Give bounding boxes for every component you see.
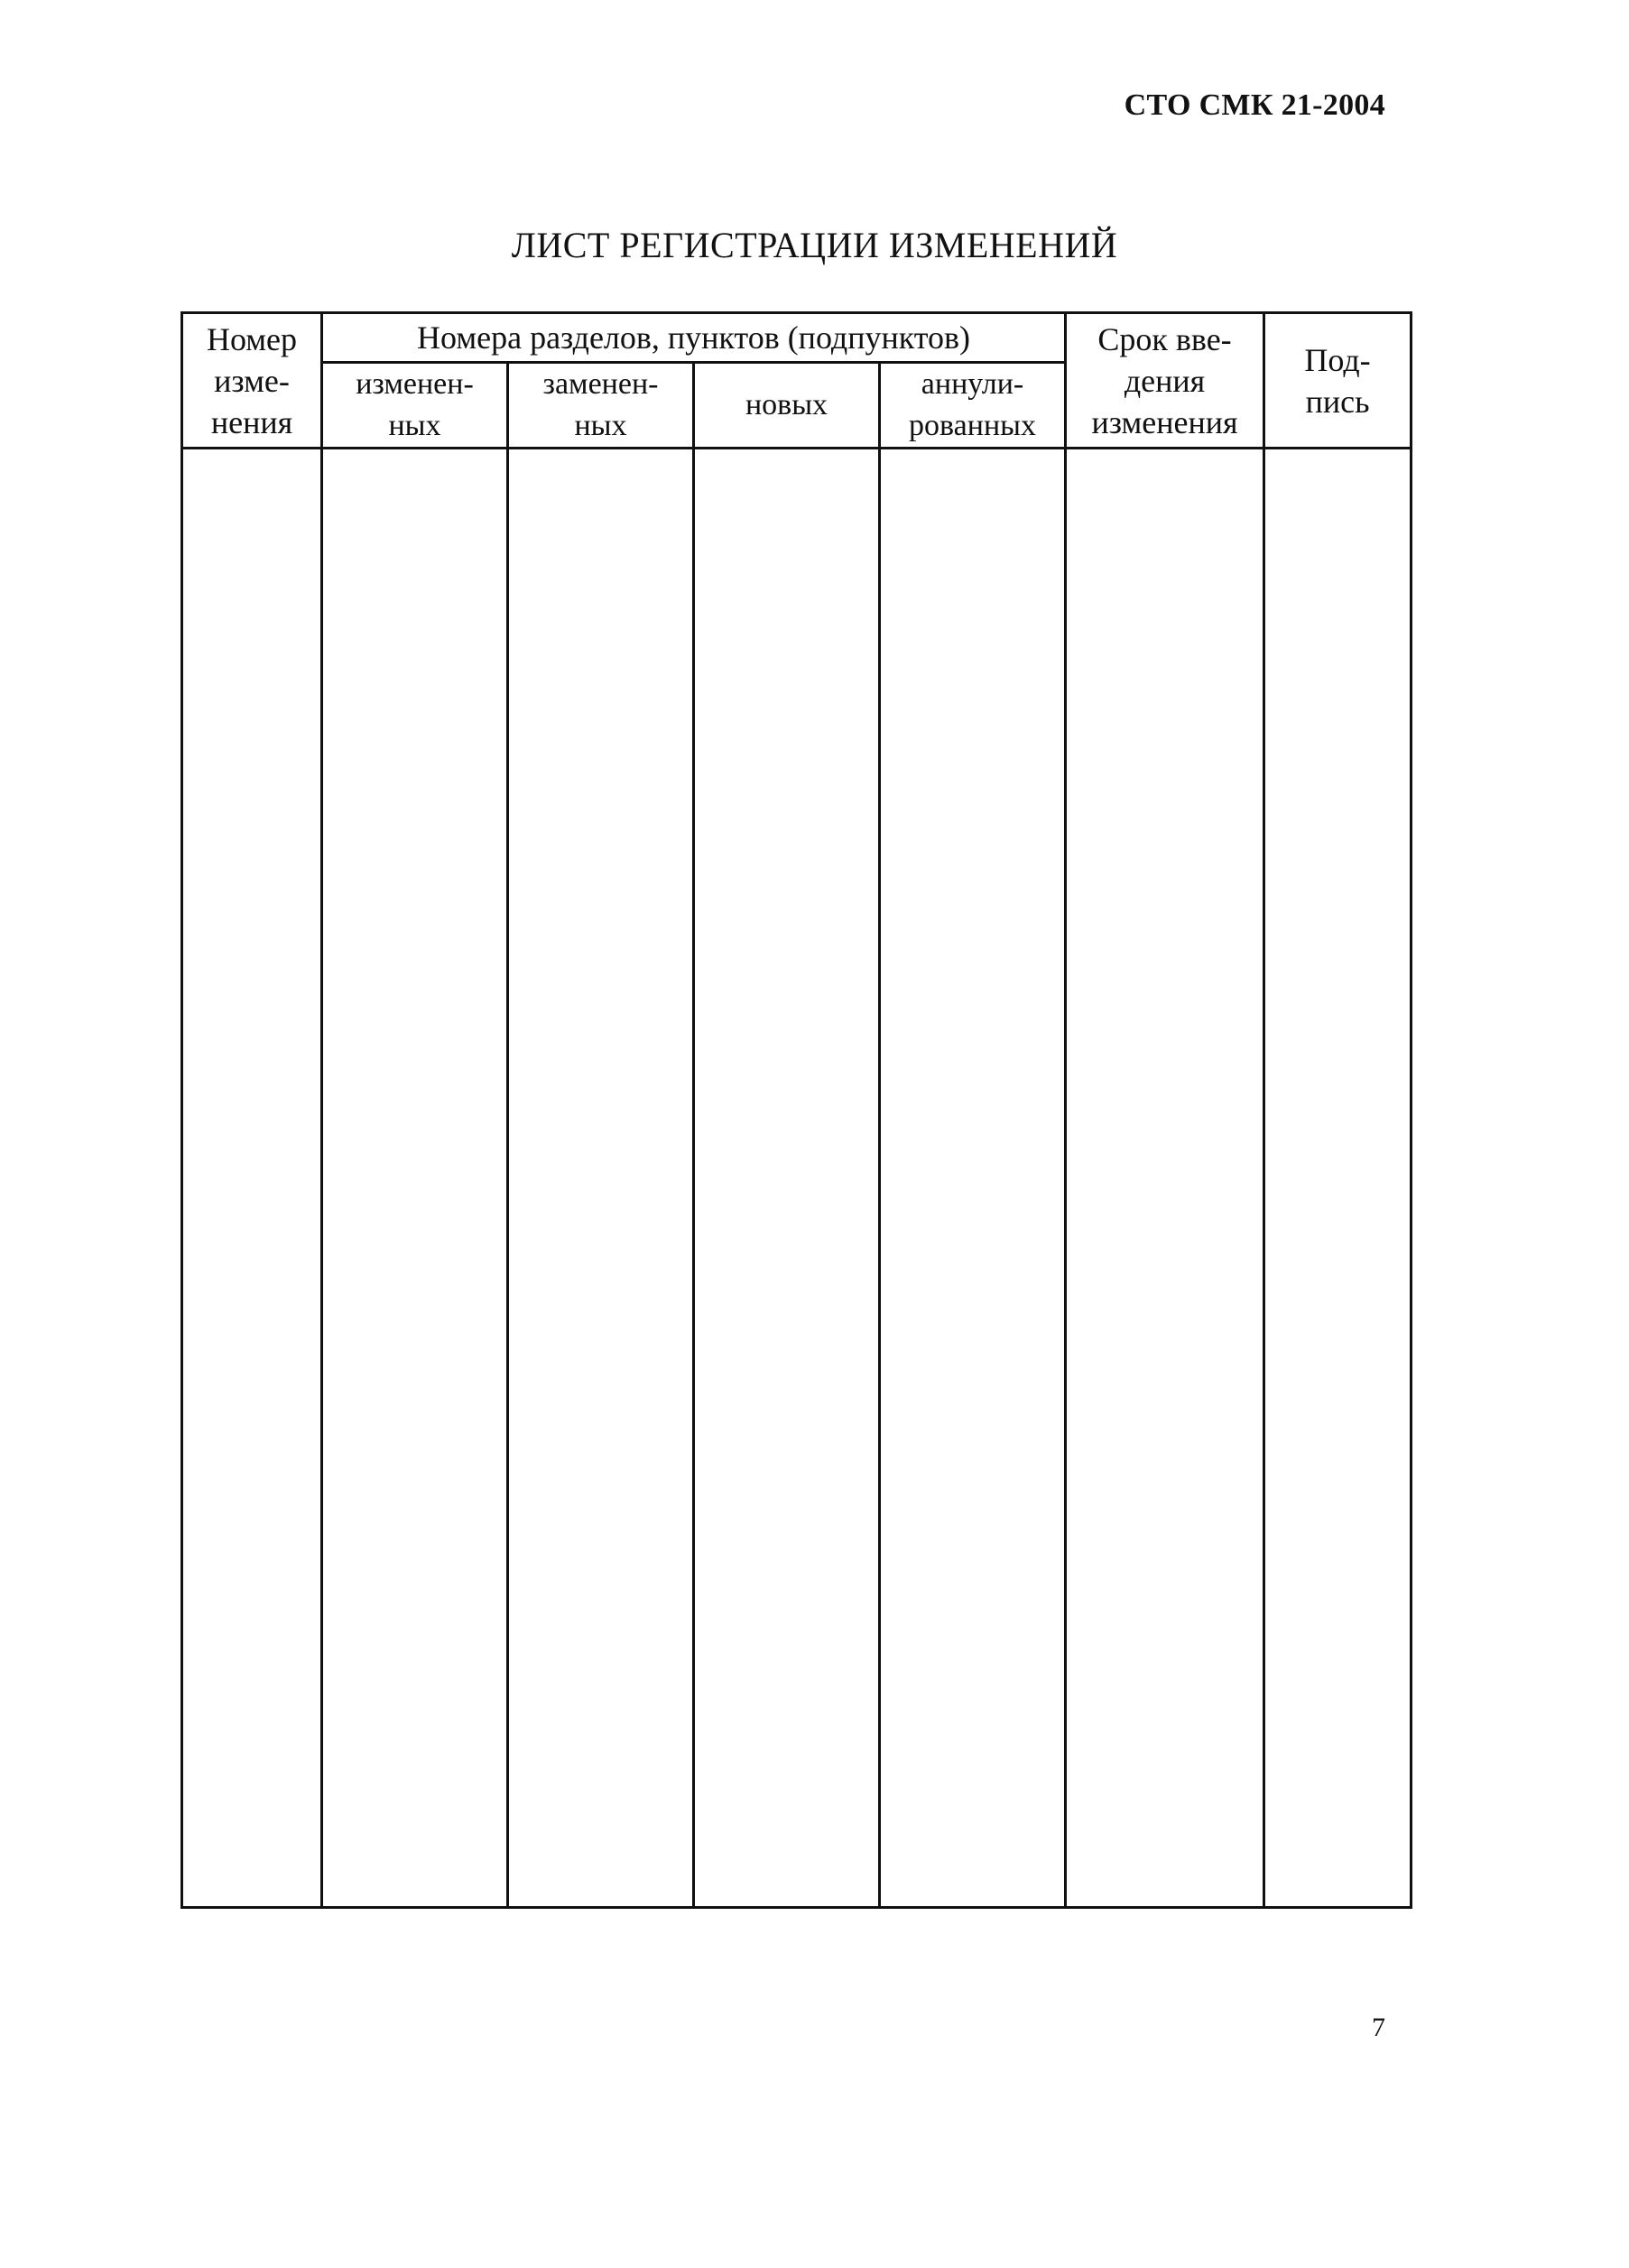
header-annulled: аннули- рованных [880,363,1066,449]
table-cell-annulled[interactable] [880,449,1066,1908]
table-cell-replaced[interactable] [508,449,694,1908]
header-new: новых [694,363,880,449]
table-cell-signature[interactable] [1264,449,1411,1908]
table-cell-date[interactable] [1066,449,1264,1908]
header-introduction-date: Срок вве- дения изменения [1066,313,1264,449]
header-signature: Под- пись [1264,313,1411,449]
table-cell-changed[interactable] [322,449,508,1908]
document-code: СТО СМК 21-2004 [1124,88,1385,122]
header-changed: изменен- ных [322,363,508,449]
table-cell-change-number[interactable] [182,449,322,1908]
page-number: 7 [1372,2013,1385,2042]
header-change-number: Номер изме- нения [182,313,322,449]
header-replaced: заменен- ных [508,363,694,449]
page-title: ЛИСТ РЕГИСТРАЦИИ ИЗМЕНЕНИЙ [511,225,1118,265]
change-registration-table [180,311,1412,1909]
table-row [182,449,1411,1908]
header-section-numbers: Номера разделов, пунктов (подпунктов) [322,313,1066,363]
table-cell-new[interactable] [694,449,880,1908]
